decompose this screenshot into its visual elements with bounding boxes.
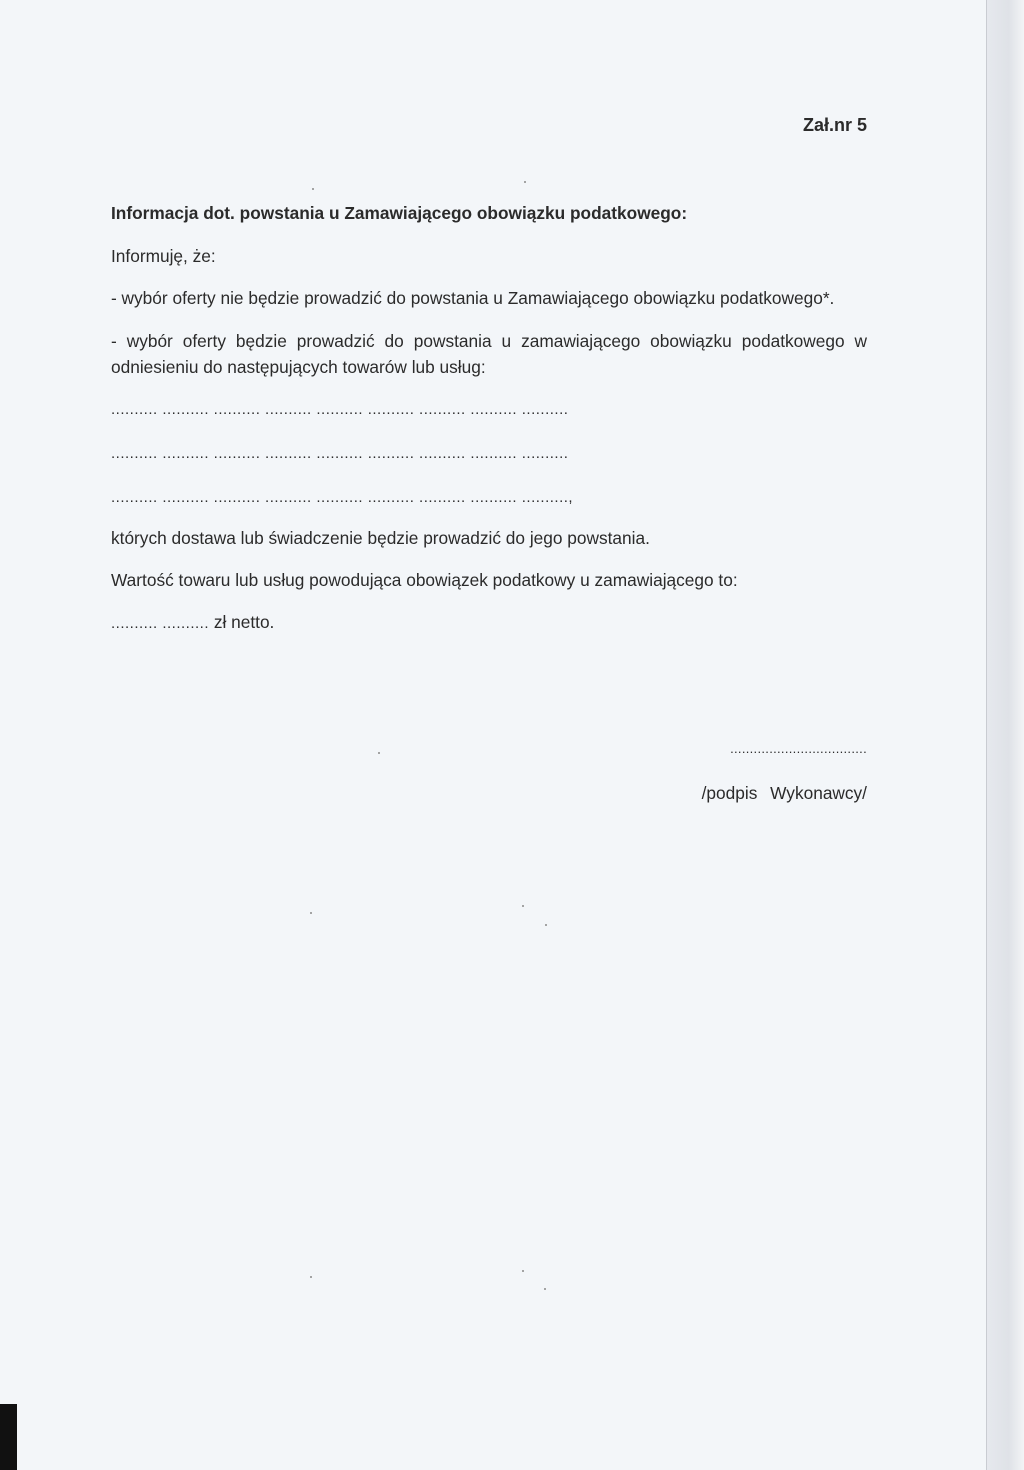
signature-line: ................................... xyxy=(730,741,867,756)
signature-caption: /podpis Wykonawcy/ xyxy=(701,783,867,803)
option-tax-obligation: - wybór oferty będzie prowadzić do powstania u zamawiającego obowiązku podatkowego w odniesieniu do następujących towarów lub usług: xyxy=(111,331,867,377)
fill-in-line-1: .......... .......... .......... .......... .......... .......... .......... .......... .......... xyxy=(111,401,569,418)
scan-edge-right xyxy=(986,0,1024,1470)
annex-label: Zał.nr 5 xyxy=(802,115,867,135)
intro-text: Informuję, że: xyxy=(111,246,216,266)
amount-fill-in: .......... .......... xyxy=(111,615,210,632)
fill-in-line-3: .......... .......... .......... .......... .......... .......... .......... .......... .........., xyxy=(111,489,574,506)
amount-line xyxy=(111,609,274,637)
scan-corner-mark xyxy=(0,1404,17,1470)
document-page xyxy=(111,0,871,1470)
scan-edge-line xyxy=(986,0,987,1470)
amount-suffix: zł netto. xyxy=(213,612,275,632)
document-title: Informacja dot. powstania u Zamawiającego obowiązku podatkowego: xyxy=(111,203,688,223)
value-text: Wartość towaru lub usług powodująca obowiązek podatkowy u zamawiającego to: xyxy=(111,570,738,590)
fill-in-line-2: .......... .......... .......... .......... .......... .......... .......... .......... .......... xyxy=(111,445,569,462)
delivery-text: których dostawa lub świadczenie będzie prowadzić do jego powstania. xyxy=(111,528,650,548)
option-no-tax-obligation: - wybór oferty nie będzie prowadzić do powstania u Zamawiającego obowiązku podatkowego*. xyxy=(111,288,835,308)
